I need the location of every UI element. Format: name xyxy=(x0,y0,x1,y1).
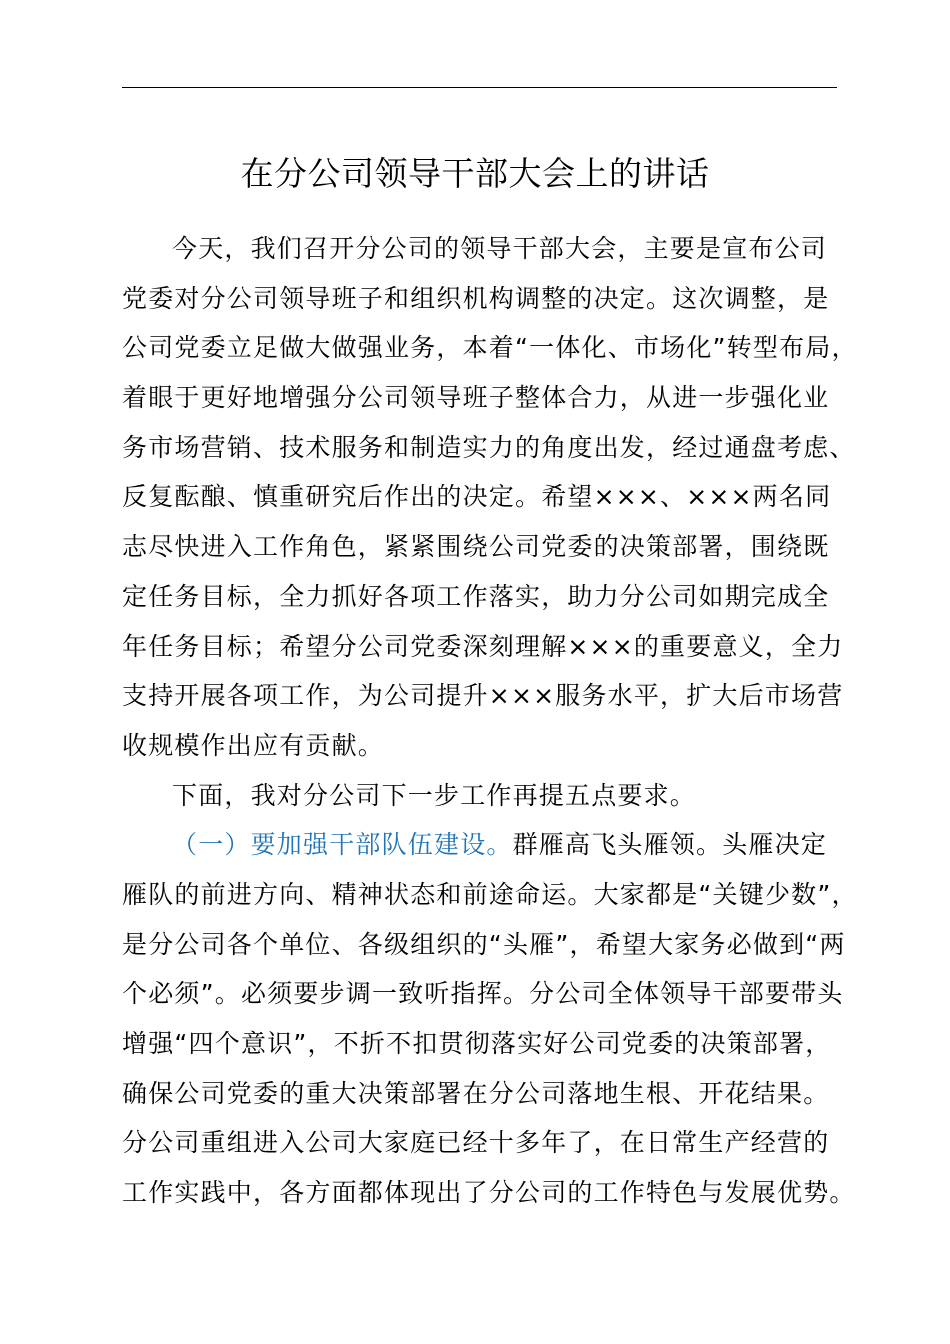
paragraph-line: 是分公司各个单位、各级组织的“头雁”，希望大家务必做到“两 xyxy=(122,929,846,959)
paragraph-line: 收规模作出应有贡献。 xyxy=(122,730,385,760)
paragraph-line: 公司党委立足做大做强业务，本着“一体化、市场化”转型布局， xyxy=(122,333,858,363)
paragraph-line: 雁队的前进方向、精神状态和前途命运。大家都是“关键少数”， xyxy=(122,879,858,909)
paragraph-line: 党委对分公司领导班子和组织机构调整的决定。这次调整，是 xyxy=(122,283,830,313)
header-rule xyxy=(122,87,837,88)
document-title: 在分公司领导干部大会上的讲话 xyxy=(240,154,710,193)
paragraph-line: 支持开展各项工作，为公司提升×××服务水平，扩大后市场营 xyxy=(122,681,844,711)
paragraph-line: 定任务目标，全力抓好各项工作落实，助力分公司如期完成全 xyxy=(122,581,830,611)
section-heading: （一）要加强干部队伍建设。 xyxy=(172,830,513,860)
paragraph-line: 反复酝酿、慎重研究后作出的决定。希望×××、×××两名同 xyxy=(122,482,832,512)
paragraph-line: 今天，我们召开分公司的领导干部大会，主要是宣布公司 xyxy=(172,234,828,263)
section-heading-rest: 群雁高飞头雁领。头雁决定 xyxy=(512,830,828,860)
paragraph-line: 个必须”。必须要步调一致听指挥。分公司全体领导干部要带头 xyxy=(122,979,844,1009)
paragraph-line: 分公司重组进入公司大家庭已经十多年了，在日常生产经营的 xyxy=(122,1128,830,1158)
document-body xyxy=(122,224,858,1218)
paragraph-line: 增强“四个意识”，不折不扣贯彻落实好公司党委的决策部署， xyxy=(122,1029,832,1058)
paragraph-line: 下面，我对分公司下一步工作再提五点要求。 xyxy=(172,780,697,810)
paragraph-line: 确保公司党委的重大决策部署在分公司落地生根、开花结果。 xyxy=(122,1078,830,1108)
paragraph-line: 着眼于更好地增强分公司领导班子整体合力，从进一步强化业 xyxy=(122,383,830,413)
paragraph-line: 务市场营销、技术服务和制造实力的角度出发，经过通盘考虑、 xyxy=(122,432,856,462)
section-heading-line xyxy=(122,820,846,870)
paragraph-line: 年任务目标；希望分公司党委深刻理解×××的重要意义，全力 xyxy=(122,631,844,661)
paragraph-line: 工作实践中，各方面都体现出了分公司的工作特色与发展优势。 xyxy=(122,1178,856,1208)
paragraph-line: 志尽快进入工作角色，紧紧围绕公司党委的决策部署，围绕既 xyxy=(122,532,830,562)
